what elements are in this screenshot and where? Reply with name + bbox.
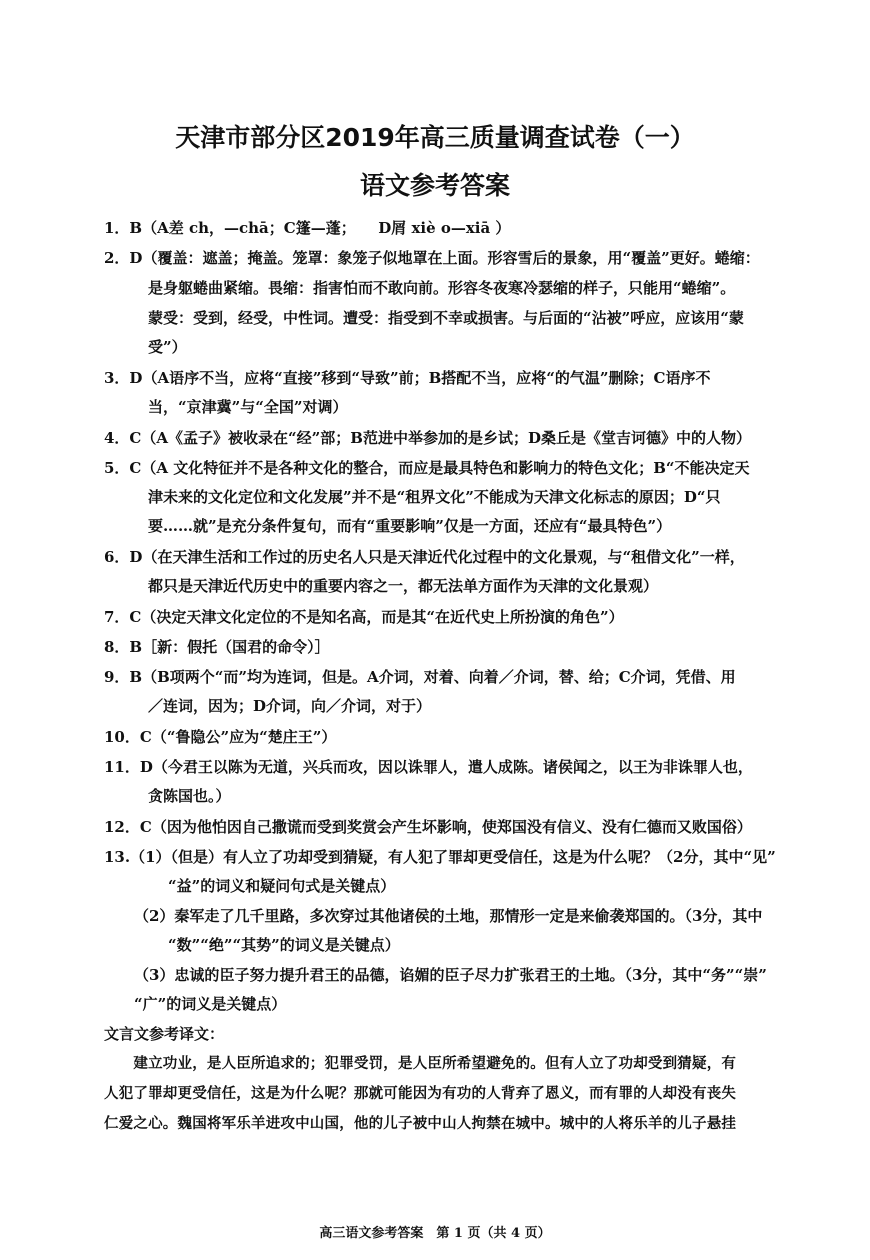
answer-13-2: （2）秦军走了几千里路，多次穿过其他诸侯的土地，那情形一定是来偷袭郑国的。（3分，其中	[134, 907, 763, 925]
answer-5: 5．C（A 文化特征并不是各种文化的整合，而应是最具特色和影响力的特色文化；B“不能决定天	[104, 459, 750, 477]
answer-13-1: 13.（1）（但是）有人立了功却受到猜疑，有人犯了罪却更受信任，这是为什么呢？（2分，其中“见”	[104, 848, 776, 866]
page-footer: 高三语文参考答案 第 1 页（共 4 页）	[319, 1226, 551, 1241]
translation-line: 建立功业，是人臣所追求的；犯罪受罚，是人臣所希望避免的。但有人立了功却受到猜疑，有	[104, 1055, 737, 1072]
answer-9: 9．B（B项两个“而”均为连词，但是。A介词，对着、向着／介词，替、给；C介词，凭借、用	[104, 668, 736, 686]
answer-11-cont: 贪陈国也。）	[148, 787, 231, 805]
answer-5-cont: 要……就”是充分条件复句，而有“重要影响”仅是一方面，还应有“最具特色”）	[148, 517, 672, 535]
answer-2-cont: 蒙受：受到，经受，中性词。遭受：指受到不幸或损害。与后面的“沾被”呼应，应该用“蒙	[148, 309, 744, 327]
answer-3-cont: 当，“京津冀”与“全国”对调）	[148, 398, 348, 416]
answer-2-cont: 受”）	[148, 338, 187, 356]
document-title: 天津市部分区2019年高三质量调查试卷（一）	[175, 123, 695, 152]
answer-7: 7．C（决定天津文化定位的不是知名高，而是其“在近代史上所扮演的角色”）	[104, 608, 624, 626]
translation-heading: 文言文参考译文：	[104, 1025, 225, 1043]
answer-3: 3．D（A语序不当，应将“直接”移到“导致”前；B搭配不当，应将“的气温”删除；C语序不	[104, 369, 711, 387]
answer-12: 12．C（因为他怕因自己撒谎而受到奖赏会产生坏影响，使郑国没有信义、没有仁德而又败国俗）	[104, 818, 752, 836]
answer-13-3: （3）忠诚的臣子努力提升君王的品德，谄媚的臣子尽力扩张君王的土地。（3分，其中“务”“崇”	[134, 966, 767, 984]
translation-line: 仁爱之心。魏国将军乐羊进攻中山国，他的儿子被中山人拘禁在城中。城中的人将乐羊的儿子悬挂	[104, 1115, 737, 1132]
document-subtitle: 语文参考答案	[359, 171, 510, 200]
answer-11: 11．D（今君王以陈为无道，兴兵而攻，因以诛罪人，遣人成陈。诸侯闻之，以王为非诛罪人也，	[104, 758, 753, 776]
answer-13-3-cont: “广”的词义是关键点）	[134, 995, 287, 1013]
answer-6-cont: 都只是天津近代历史中的重要内容之一，都无法单方面作为天津的文化景观）	[148, 577, 659, 595]
answer-10: 10．C（“鲁隐公”应为“楚庄王”）	[104, 728, 337, 746]
answer-2: 2．D（覆盖：遮盖；掩盖。笼罩：象笼子似地罩在上面。形容雪后的景象，用“覆盖”更好。蜷缩：	[104, 249, 760, 267]
answer-13-1-cont: “益”的词义和疑问句式是关键点）	[168, 877, 396, 895]
answer-2-cont: 是身躯蜷曲紧缩。畏缩：指害怕而不敢向前。形容冬夜寒冷瑟缩的样子，只能用“蜷缩”。	[148, 279, 736, 297]
translation-line: 人犯了罪却更受信任，这是为什么呢？那就可能因为有功的人背弃了恩义，而有罪的人却没有丧失	[104, 1085, 737, 1102]
answer-1: 1．B（A差 ch，—chā；C篷—蓬； D屑 xiè o—xiā ）	[104, 219, 511, 237]
answer-6: 6．D（在天津生活和工作过的历史名人只是天津近代化过程中的文化景观，与“租借文化”一样，	[104, 548, 745, 566]
answer-5-cont: 津未来的文化定位和文化发展”并不是“租界文化”不能成为天津文化标志的原因；D“只	[148, 488, 721, 506]
answer-4: 4．C（A《孟子》被收录在“经”部；B范进中举参加的是乡试；D桑丘是《堂吉诃德》中的人物）	[104, 429, 751, 447]
answer-13-2-cont: “数”“绝”“其势”的词义是关键点）	[168, 936, 400, 954]
answer-9-cont: ／连词，因为；D介词，向／介词，对于）	[148, 697, 432, 715]
answer-8: 8．B［新：假托（国君的命令）］	[104, 638, 330, 656]
